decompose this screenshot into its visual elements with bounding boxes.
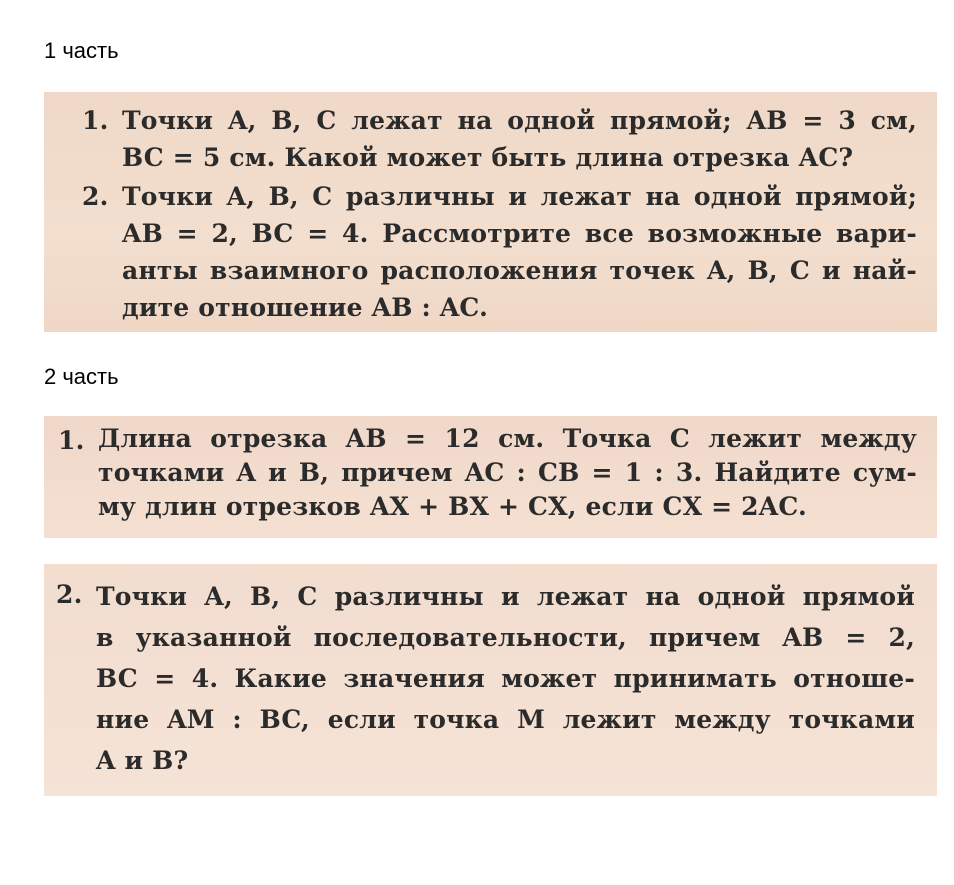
problem-line: в указанной последовательности, причем AB = 2, [96, 623, 915, 652]
section-2-problem-1-scan [44, 416, 937, 538]
problem-line: Точки A, B, C различны и лежат на одной прямой; [122, 182, 917, 211]
problem-1-2 [82, 178, 917, 326]
problem-line: BC = 4. Какие значения может принимать отноше- [96, 664, 915, 693]
problem-text [96, 576, 915, 781]
problem-line: дите отношение AB : AC. [122, 293, 488, 322]
problem-text [122, 102, 917, 176]
problem-number: 2. [82, 182, 109, 211]
problem-line: Точки A, B, C различны и лежат на одной прямой [96, 582, 915, 611]
problem-line: ние AM : BC, если точка M лежит между точками [96, 705, 915, 734]
problem-text [98, 422, 917, 524]
problem-line: Точки A, B, C лежат на одной прямой; AB = 3 см, [122, 106, 917, 135]
problem-text [122, 178, 917, 326]
problem-number: 1. [58, 426, 85, 455]
problem-2-1 [58, 422, 917, 524]
problem-number: 2. [56, 580, 83, 609]
problem-line: BC = 5 см. Какой может быть длина отрезка AC? [122, 143, 854, 172]
section-2-heading: 2 часть [44, 364, 119, 389]
section-1-heading: 1 часть [44, 38, 119, 63]
problem-line: Длина отрезка AB = 12 см. Точка C лежит между [98, 424, 917, 453]
section-2-problem-2-scan [44, 564, 937, 796]
problem-line: точками A и B, причем AC : CB = 1 : 3. Найдите сум- [98, 458, 917, 487]
section-1-problems-scan [44, 92, 937, 332]
problem-line: AB = 2, BC = 4. Рассмотрите все возможные вари- [122, 219, 917, 248]
problem-number: 1. [82, 106, 109, 135]
problem-line: му длин отрезков AX + BX + CX, если CX = 2AC. [98, 492, 807, 521]
problem-1-1 [82, 102, 917, 176]
problem-line: A и B? [96, 746, 189, 775]
problem-2-2 [56, 576, 915, 781]
problem-line: анты взаимного расположения точек A, B, C и най- [122, 256, 917, 285]
